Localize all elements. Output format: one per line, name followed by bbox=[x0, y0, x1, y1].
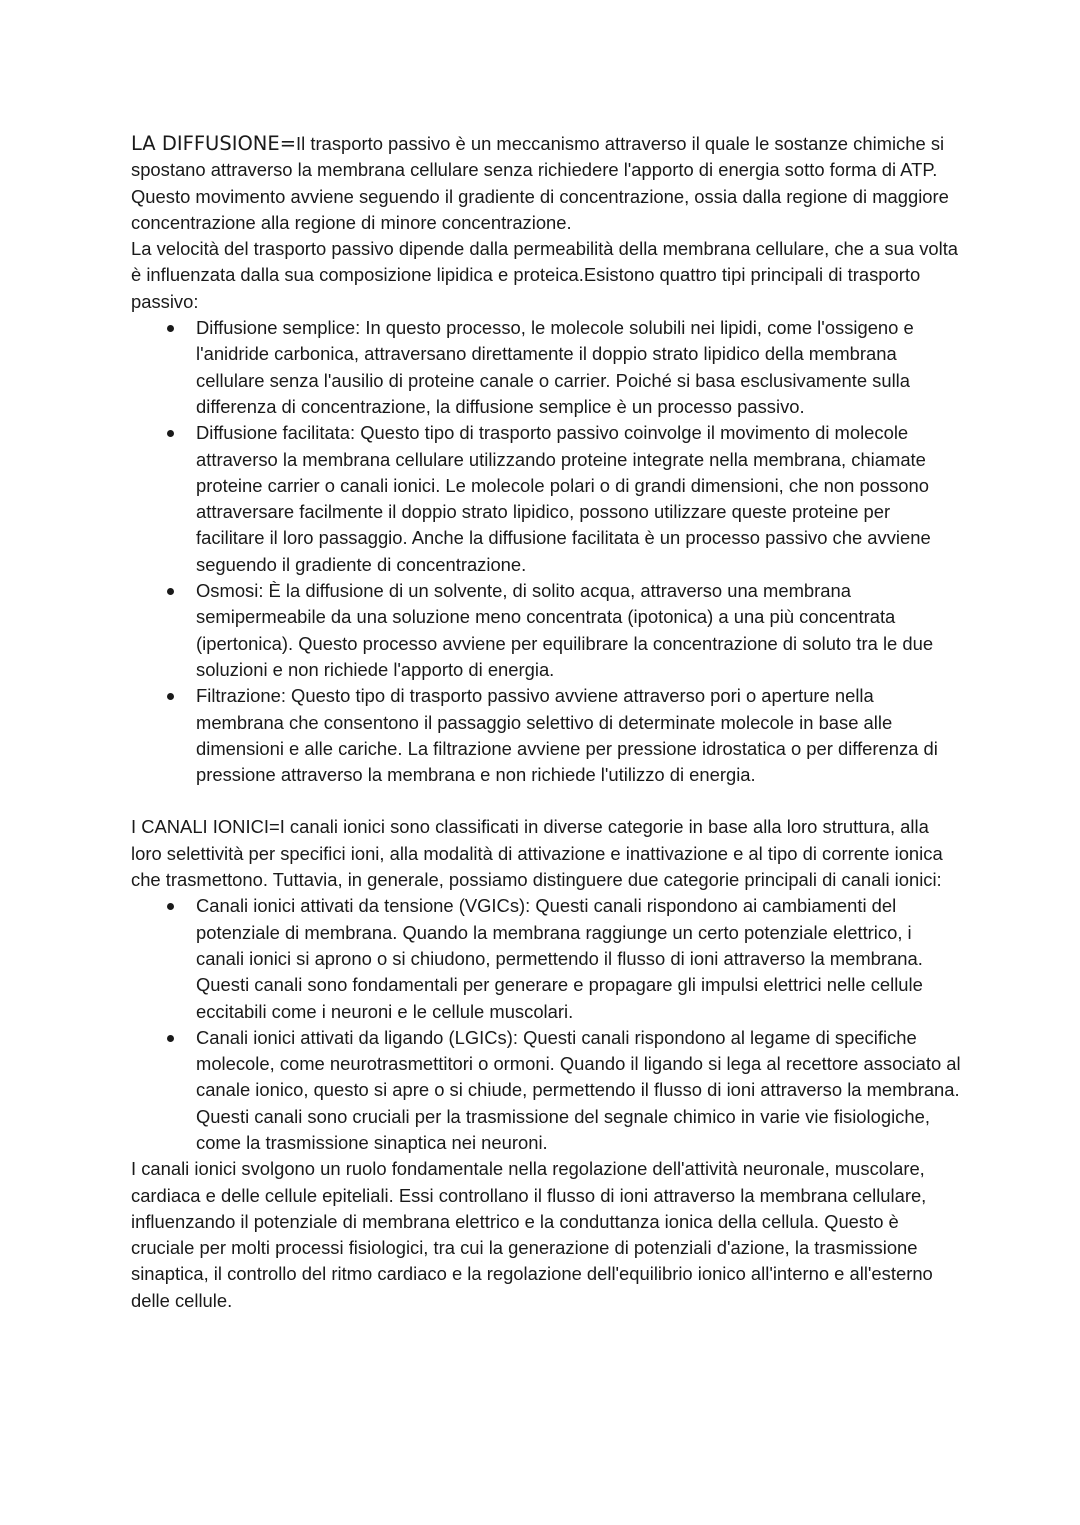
diffusion-intro-text: Il trasporto passivo è un meccanismo attraverso il quale le sostanze chimiche si spostano attraverso la membrana cellulare senza richiedere l'apporto di energia sotto forma di ATP. Questo movimento avviene seguendo il gradiente di concentrazione, ossia dalla regione di maggiore concentrazione alla regione di minore concentrazione. bbox=[131, 133, 949, 233]
bullet-icon bbox=[167, 693, 174, 700]
bullet-icon bbox=[167, 903, 174, 910]
ion-channels-heading: I CANALI IONICI= bbox=[131, 816, 280, 838]
list-item-text: Diffusione semplice: In questo processo, le molecole solubili nei lipidi, come l'ossigeno e l'anidride carbonica, attraversano direttamente il doppio strato lipidico della membrana cellulare senza l'ausilio di proteine canale o carrier. Poiché si basa esclusivamente sulla differenza di concentrazione, la diffusione semplice è un processo passivo. bbox=[196, 317, 914, 417]
bullet-icon bbox=[167, 1035, 174, 1042]
passive-transport-list bbox=[131, 315, 961, 788]
ion-channels-intro-paragraph bbox=[131, 814, 961, 893]
diffusion-heading: LA DIFFUSIONE= bbox=[131, 132, 297, 155]
diffusion-intro-paragraph bbox=[131, 131, 961, 236]
list-item-vgics bbox=[131, 893, 961, 1024]
ion-channels-intro-text: I canali ionici sono classificati in diverse categorie in base alla loro struttura, alla loro selettività per specifici ioni, alla modalità di attivazione e inattivazione e al tipo di corrente ionica che trasmettono. Tuttavia, in generale, possiamo distinguere due categorie principali di canali ionici: bbox=[131, 816, 943, 891]
list-item-osmosis bbox=[131, 578, 961, 683]
section-spacer bbox=[131, 788, 961, 814]
list-item-text: Diffusione facilitata: Questo tipo di trasporto passivo coinvolge il movimento di molecole attraverso la membrana cellulare utilizzando proteine integrate nella membrana, chiamate proteine carrier o canali ionici. Le molecole polari o di grandi dimensioni, che non possono attraversare facilmente il doppio strato lipidico, possono utilizzare queste proteine per facilitare il loro passaggio. Anche la diffusione facilitata è un processo passivo che avviene seguendo il gradiente di concentrazione. bbox=[196, 422, 931, 575]
list-item-text: Canali ionici attivati da tensione (VGICs): Questi canali rispondono ai cambiamenti del potenziale di membrana. Quando la membrana raggiunge un certo potenziale elettrico, i canali ionici si aprono o si chiudono, permettendo il flusso di ioni attraverso la membrana. Questi canali sono fondamentali per generare e propagare gli impulsi elettrici nelle cellule eccitabili come i neuroni e le cellule muscolari. bbox=[196, 895, 923, 1022]
diffusion-paragraph-2: La velocità del trasporto passivo dipende dalla permeabilità della membrana cellulare, che a sua volta è influenzata dalla sua composizione lipidica e proteica.Esistono quattro tipi principali di trasporto passivo: bbox=[131, 238, 959, 312]
bullet-icon bbox=[167, 588, 174, 595]
bullet-icon bbox=[167, 325, 174, 332]
list-item-filtration bbox=[131, 683, 961, 788]
list-item-lgics bbox=[131, 1025, 961, 1156]
ion-channels-conclusion: I canali ionici svolgono un ruolo fondamentale nella regolazione dell'attività neuronale, muscolare, cardiaca e delle cellule epiteliali. Essi controllano il flusso di ioni attraverso la membrana cellulare, influenzando il potenziale di membrana elettrico e la conduttanza ionica della cellula. Questo è cruciale per molti processi fisiologici, tra cui la generazione di potenziali d'azione, la trasmissione sinaptica, il controllo del ritmo cardiaco e la regolazione dell'equilibrio ionico all'interno e all'esterno delle cellule. bbox=[131, 1158, 933, 1311]
list-item-facilitated-diffusion bbox=[131, 420, 961, 578]
list-item-text: Osmosi: È la diffusione di un solvente, di solito acqua, attraverso una membrana semipermeabile da una soluzione meno concentrata (ipotonica) a una più concentrata (ipertonica). Questo processo avviene per equilibrare la concentrazione di soluto tra le due soluzioni e non richiede l'apporto di energia. bbox=[196, 580, 934, 680]
list-item-text: Canali ionici attivati da ligando (LGICs): Questi canali rispondono al legame di specifiche molecole, come neurotrasmettitori o ormoni. Quando il ligando si lega al recettore associato al canale ionico, questo si apre o si chiude, permettendo il flusso di ioni attraverso la membrana. Questi canali sono cruciali per la trasmissione del segnale chimico in varie vie fisiologiche, come la trasmissione sinaptica nei neuroni. bbox=[196, 1026, 961, 1153]
ion-channels-list bbox=[131, 893, 961, 1156]
list-item-simple-diffusion bbox=[131, 315, 961, 420]
document-page bbox=[131, 131, 961, 1314]
bullet-icon bbox=[167, 430, 174, 437]
list-item-text: Filtrazione: Questo tipo di trasporto passivo avviene attraverso pori o aperture nella membrana che consentono il passaggio selettivo di determinate molecole in base alle dimensioni e alle cariche. La filtrazione avviene per pressione idrostatica o per differenza di pressione attraverso la membrana e non richiede l'utilizzo di energia. bbox=[196, 685, 938, 786]
